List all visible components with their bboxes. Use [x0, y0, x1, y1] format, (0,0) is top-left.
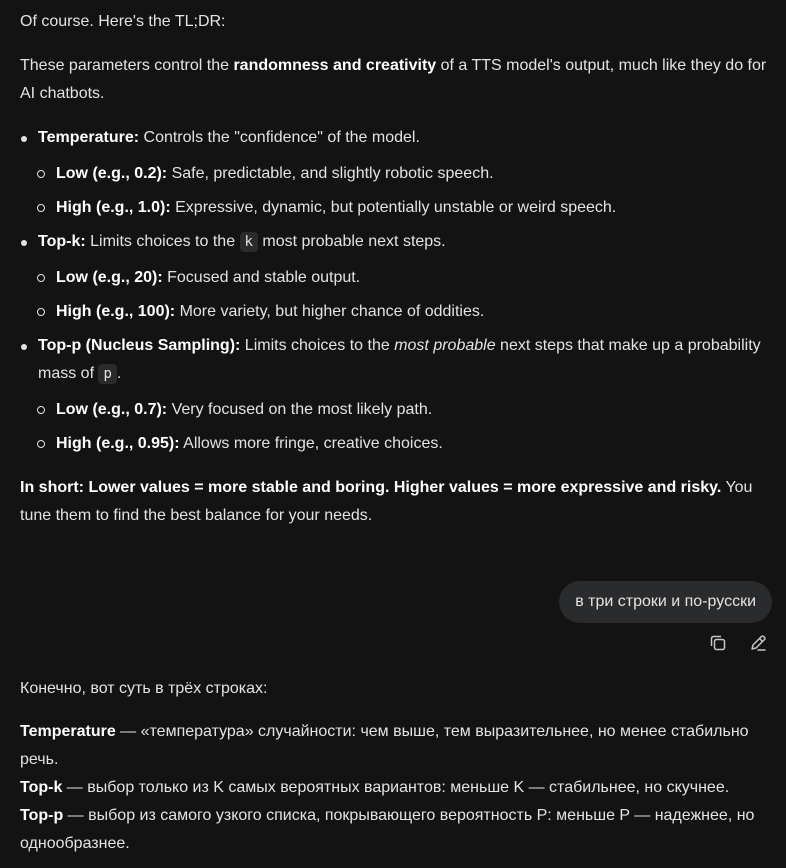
assistant-summary: These parameters control the randomness and creativity of a TTS model's output, much like they do for AI chatbots.: [20, 57, 767, 102]
list-item-temperature: Temperature: Controls the "confidence" of the model.: [38, 124, 778, 152]
assistant-ru-intro: Конечно, вот суть в трёх строках:: [20, 680, 268, 697]
assistant-intro: Of course. Here's the TL;DR:: [20, 13, 226, 30]
sub-item-temperature-low: Low (e.g., 0.2): Safe, predictable, and slightly robotic speech.: [56, 160, 776, 188]
list-item-top-k: Top-k: Limits choices to the k most probable next steps.: [38, 228, 778, 256]
edit-icon[interactable]: [748, 633, 768, 653]
assistant-in-short: In short: Lower values = more stable and boring. Higher values = more expressive and risky. You tune them to find the best balance for your needs.: [20, 479, 753, 524]
code-k: k: [240, 232, 258, 252]
sub-item-top-k-high: High (e.g., 100): More variety, but higher chance of oddities.: [56, 298, 776, 326]
assistant-ru-line-top-p: Top-p — выбор из самого узкого списка, покрывающего вероятность P: меньше P — надежнее, но однообразнее.: [20, 807, 755, 852]
user-message-text: в три строки и по-русски: [575, 593, 756, 610]
code-p: p: [98, 364, 116, 384]
sub-item-top-p-low: Low (e.g., 0.7): Very focused on the most likely path.: [56, 396, 776, 424]
assistant-ru-line-temperature: Temperature — «температура» случайности: чем выше, тем выразительнее, но менее стабильно речь.: [20, 723, 749, 768]
list-item-top-p: Top-p (Nucleus Sampling): Limits choices to the most probable next steps that make up a probability mass of p .: [38, 332, 778, 388]
sub-item-temperature-high: High (e.g., 1.0): Expressive, dynamic, but potentially unstable or weird speech.: [56, 194, 776, 222]
sub-item-top-p-high: High (e.g., 0.95): Allows more fringe, creative choices.: [56, 430, 776, 458]
user-message-actions: [708, 633, 768, 653]
copy-icon[interactable]: [708, 633, 728, 653]
user-message-bubble: [559, 581, 772, 623]
sub-item-top-k-low: Low (e.g., 20): Focused and stable output.: [56, 264, 776, 292]
assistant-ru-line-top-k: Top-k — выбор только из K самых вероятных вариантов: меньше K — стабильнее, но скучнее.: [20, 779, 730, 796]
